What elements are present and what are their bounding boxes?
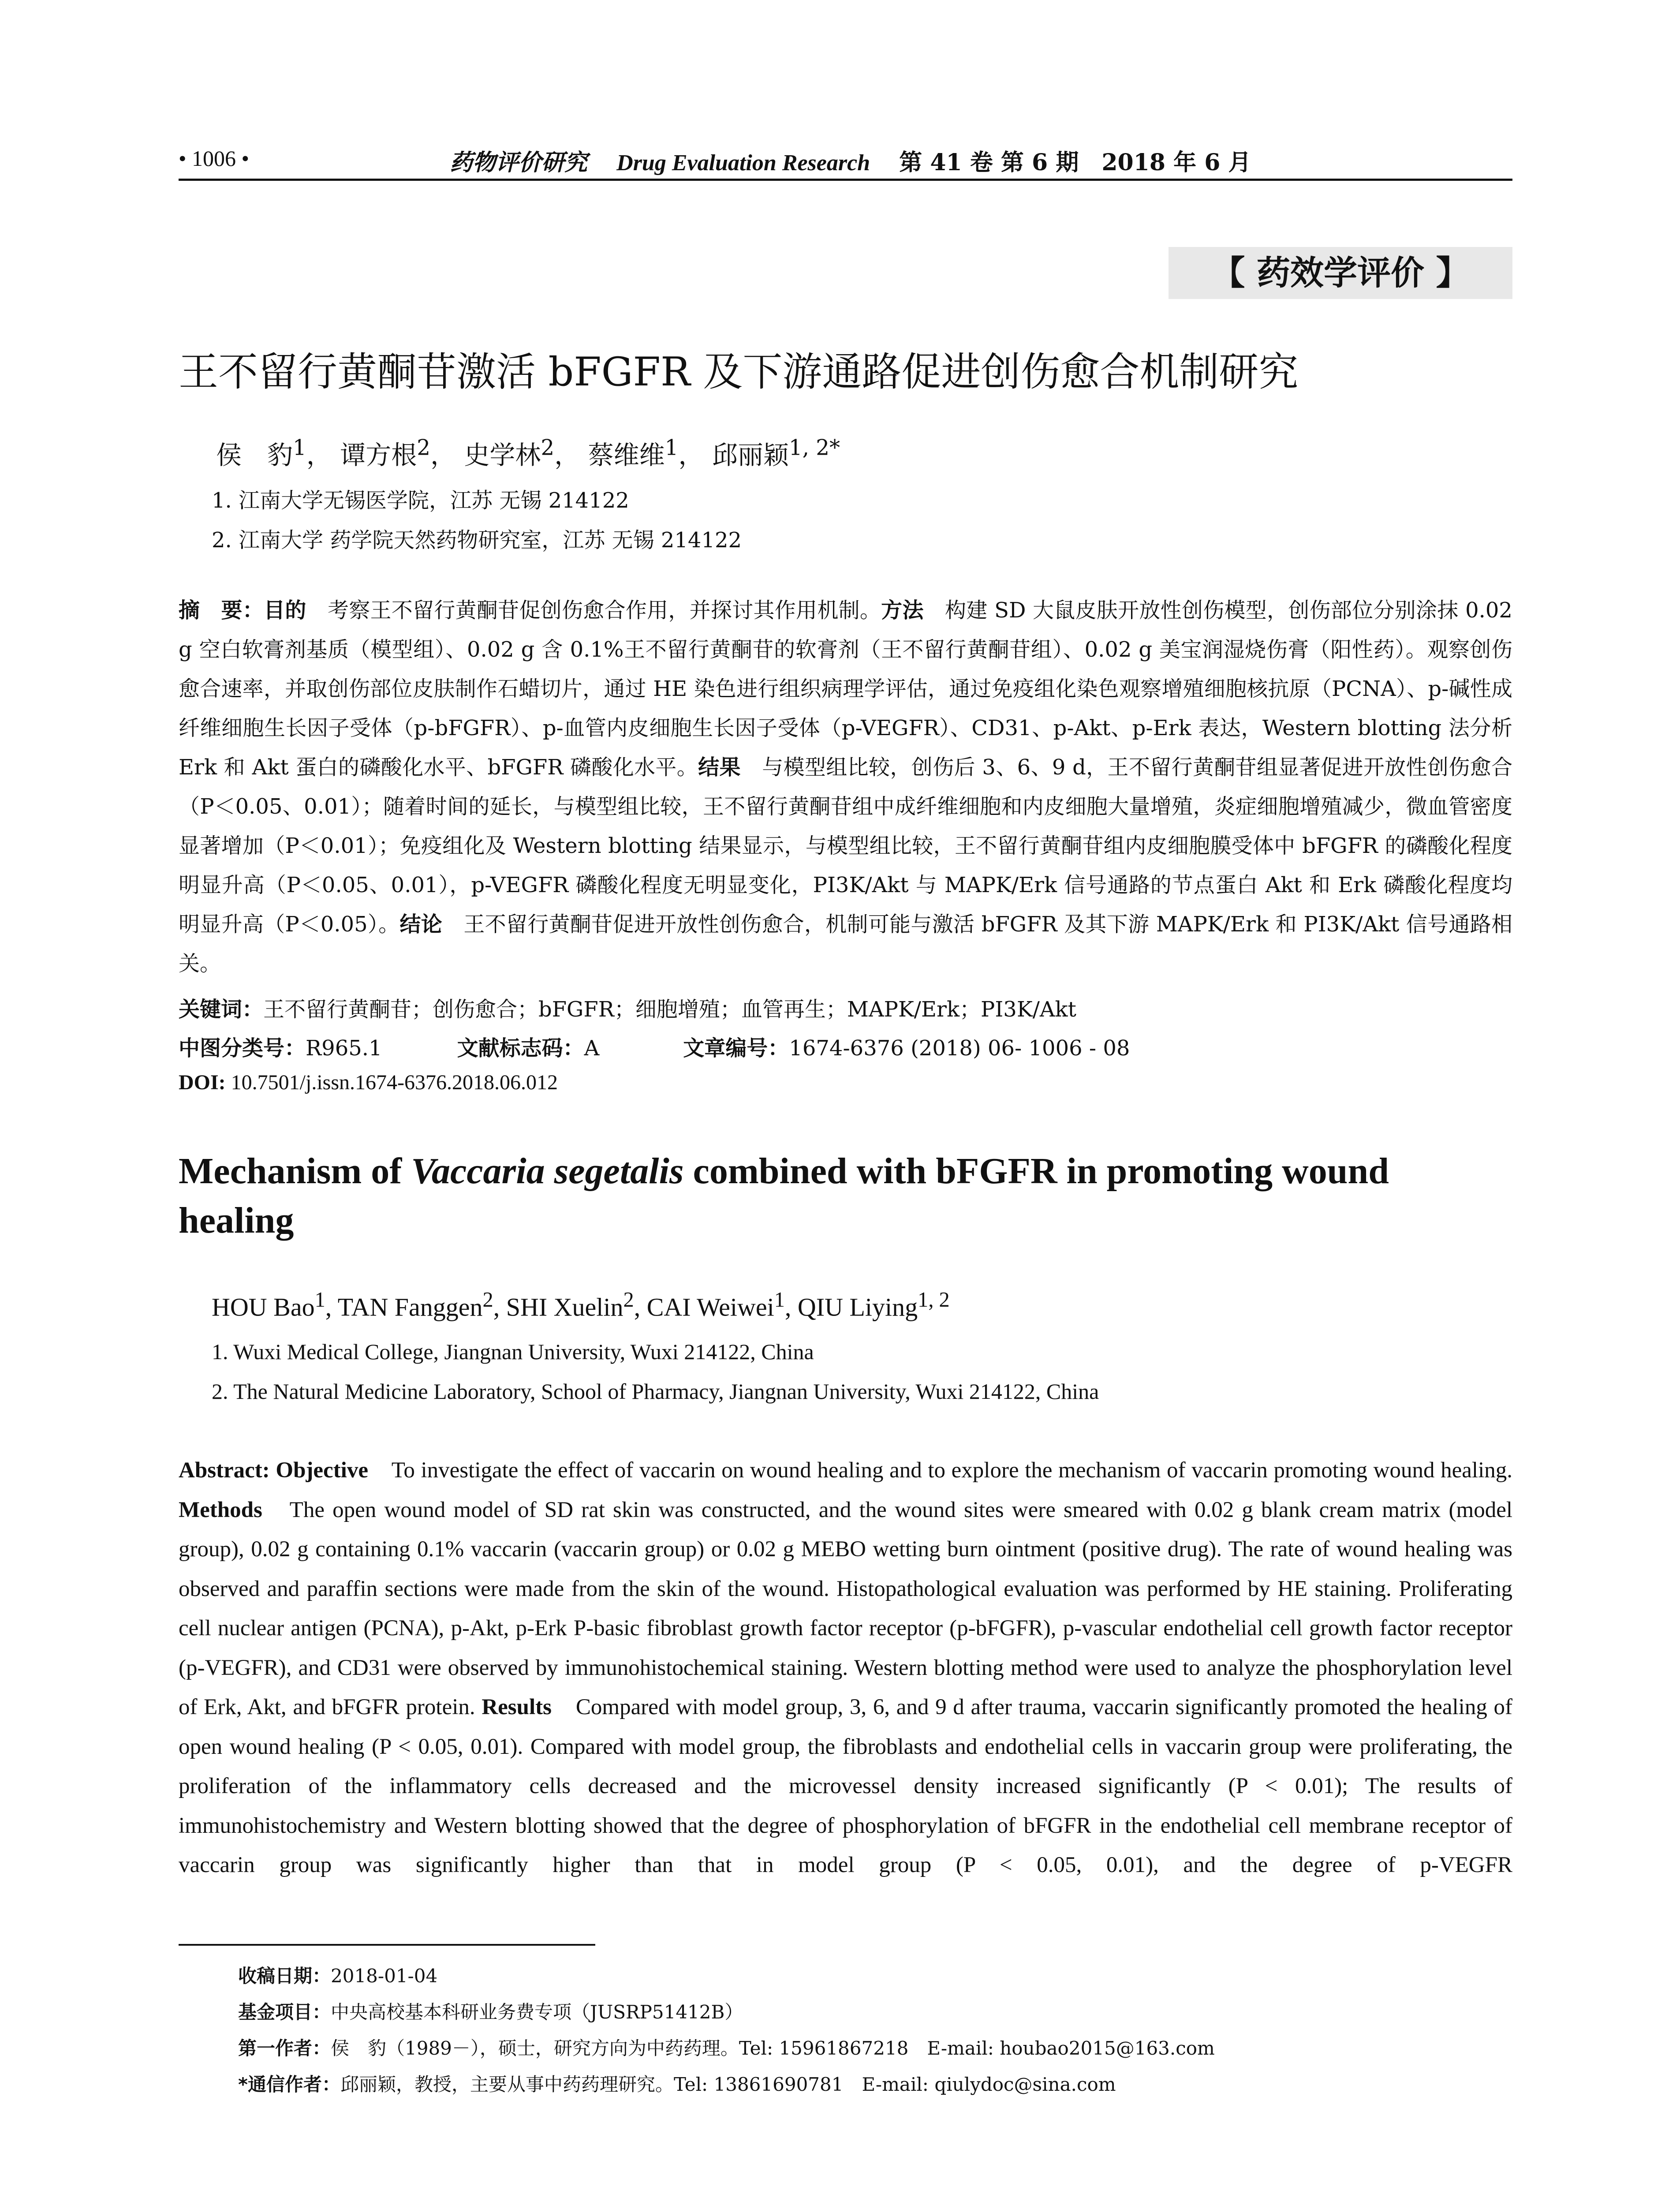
clc-label: 中图分类号： xyxy=(179,1036,306,1061)
conclusion-text: 王不留行黄酮苷促进开放性创伤愈合，机制可能与激活 bFGFR 及其下游 MAPK/Erk 和 PI3K/Akt 信号通路相关。 xyxy=(179,912,1512,976)
en-affiliation: 1. Wuxi Medical College, Jiangnan University, Wuxi 214122, China xyxy=(212,1339,814,1364)
results-label: 结果 xyxy=(698,755,741,780)
cn-title: 王不留行黄酮苷激活 bFGFR 及下游通路促进创伤愈合机制研究 xyxy=(179,349,1299,395)
cn-doi xyxy=(179,1070,558,1095)
footnote-text: 侯 豹（1989－），硕士，研究方向为中药药理。Tel: 15961867218 E-mail: houbao2015@163.com xyxy=(331,2037,1215,2059)
footnote-text: 邱丽颖，教授，主要从事中药药理研究。Tel: 13861690781 E-mail: qiulydoc@sina.com xyxy=(340,2074,1116,2095)
cn-keywords xyxy=(179,992,1076,1023)
author-affil-sup: 2 xyxy=(541,435,555,460)
methods-text: 构建 SD 大鼠皮肤开放性创伤模型，创伤部位分别涂抹 0.02 g 空白软膏剂基质（模型组）、0.02 g 含 0.1%王不留行黄酮苷的软膏剂（王不留行黄酮苷组）、0.02 g 美宝润湿烧伤膏（阳性药）。观察创伤愈合速率，并取创伤部位皮肤制作石蜡切片，通过 HE 染色进行组织病理学评估，通过免疫组化染色观察增殖细胞核抗原（PCNA）、p-碱性成纤维细胞生长因子受体（p-bFGFR）、p-血管内皮细胞生长因子受体（p-VEGFR）、CD31、p-Akt、p-Erk 表达，Western blotting 法分析 Erk 和 Akt 蛋白的磷酸化水平、bFGFR 磷酸化水平。 xyxy=(179,598,1512,780)
author-affil-sup: 1, 2 xyxy=(918,1288,950,1312)
doi-label: DOI: xyxy=(179,1071,226,1094)
methods-label: Methods xyxy=(179,1497,262,1522)
footnote-label: 基金项目： xyxy=(238,2001,331,2023)
cn-abstract xyxy=(179,591,1512,983)
doc-code-value: A xyxy=(584,1036,600,1061)
author-name: QIU Liying xyxy=(797,1293,918,1322)
methods-label: 方法 xyxy=(881,598,924,623)
journal-logo: 药物评价研究 xyxy=(450,149,588,176)
author-name: 谭方根 xyxy=(340,440,417,470)
author-affil-sup: 2 xyxy=(623,1288,634,1312)
journal-issue: 第 41 卷 第 6 期 2018 年 6 月 xyxy=(899,149,1251,176)
en-title-pre: Mechanism of xyxy=(179,1151,411,1192)
author-affil-sup: 1 xyxy=(314,1288,325,1312)
en-abstract xyxy=(179,1451,1512,1885)
footnote-first-author xyxy=(238,2034,1215,2060)
cn-authors: 侯 豹$^1$， 谭方根$^2$， 史学林$^2$， 蔡维维$^1$， 邱丽颖$^{1, 2*}$ xyxy=(216,435,840,470)
author-name: HOU Bao xyxy=(212,1293,315,1322)
conclusion-label: 结论 xyxy=(399,912,443,937)
footnote-text: 2018-01-04 xyxy=(331,1965,438,1987)
results-text: Compared with model group, 3, 6, and 9 d after trauma, vaccarin significantly promoted the healing of open wound healing (P < 0.05, 0.01). Compared with model group, the fibroblasts and endothelial cells in vaccarin group were proliferating, the proliferation of the inflammatory cells decreased and the microvessel density increased significantly (P < 0.01); The results of immunohistochemistry and Western blotting showed that the degree of phosphorylation of bFGFR in the endothelial cell membrane receptor of vaccarin group was significantly higher than that in model group (P < 0.05, 0.01), and the degree of p-VEGFR xyxy=(179,1695,1513,1877)
journal-header xyxy=(450,144,1251,177)
author-name: 邱丽颖 xyxy=(712,440,789,470)
en-title-species: Vaccaria segetalis xyxy=(411,1151,684,1192)
page-number: • 1006 • xyxy=(179,146,250,171)
article-no-label: 文章编号： xyxy=(683,1036,789,1061)
en-authors: HOU Bao$^1$, TAN Fanggen$^2$, SHI Xuelin$^2$, CAI Weiwei$^1$, QIU Liying$^{1, 2}$ xyxy=(212,1288,950,1322)
footnote-label: 第一作者： xyxy=(238,2037,331,2059)
header-rule xyxy=(179,179,1512,181)
objective-text: 考察王不留行黄酮苷促创伤愈合作用，并探讨其作用机制。 xyxy=(306,598,881,623)
clc-value: R965.1 xyxy=(306,1036,382,1061)
results-text: 与模型组比较，创伤后 3、6、9 d，王不留行黄酮苷组显著促进开放性创伤愈合（P＜0.05、0.01）；随着时间的延长，与模型组比较，王不留行黄酮苷组中成纤维细胞和内皮细胞大量增殖，炎症细胞增殖减少，微血管密度显著增加（P＜0.01）；免疫组化及 Western blotting 结果显示，与模型组比较，王不留行黄酮苷组内皮细胞膜受体中 bFGFR 的磷酸化程度明显升高（P＜0.05、0.01），p-VEGFR 磷酸化程度无明显变化，PI3K/Akt 与 MAPK/Erk 信号通路的节点蛋白 Akt 和 Erk 磷酸化程度均明显升高（P＜0.05）。 xyxy=(179,755,1512,937)
footnote-label: 收稿日期： xyxy=(238,1965,331,1987)
footnote-label: *通信作者： xyxy=(238,2074,340,2095)
footnote-text: 中央高校基本科研业务费专项（JUSRP51412B） xyxy=(331,2001,743,2023)
author-name: CAI Weiwei xyxy=(646,1293,774,1322)
author-name: 侯 豹 xyxy=(216,440,293,470)
author-affil-sup: 1 xyxy=(774,1288,785,1312)
footnote-rule xyxy=(179,1944,595,1946)
author-name: TAN Fanggen xyxy=(337,1293,483,1322)
results-label: Results xyxy=(482,1695,552,1719)
author-affil-sup: 1, 2* xyxy=(788,435,840,460)
section-tag: 【 药效学评价 】 xyxy=(1169,247,1512,299)
en-affiliation: 2. The Natural Medicine Laboratory, School of Pharmacy, Jiangnan University, Wuxi 214122, China xyxy=(212,1379,1099,1404)
keywords-text: 王不留行黄酮苷；创伤愈合；bFGFR；细胞增殖；血管再生；MAPK/Erk；PI3K/Akt xyxy=(263,997,1076,1022)
doc-code-label: 文献标志码： xyxy=(457,1036,584,1061)
journal-name-en: Drug Evaluation Research xyxy=(616,150,870,176)
author-name: 史学林 xyxy=(464,440,541,470)
article-no-value: 1674-6376 (2018) 06- 1006 - 08 xyxy=(789,1036,1130,1061)
cn-affiliation: 2. 江南大学 药学院天然药物研究室，江苏 无锡 214122 xyxy=(212,528,742,553)
en-title-post: combined with bFGFR in promoting wound healing xyxy=(179,1151,1389,1241)
author-affil-sup: 1 xyxy=(293,435,306,460)
en-title xyxy=(179,1147,1512,1245)
author-affil-sup: 2 xyxy=(417,435,430,460)
doi-value: 10.7501/j.issn.1674-6376.2018.06.012 xyxy=(225,1071,558,1094)
footnote-corresponding xyxy=(238,2070,1116,2097)
objective-label: Objective xyxy=(276,1458,368,1483)
cn-classification xyxy=(179,1031,1130,1061)
author-name: 蔡维维 xyxy=(588,440,665,470)
keywords-label: 关键词： xyxy=(179,997,264,1022)
author-name: SHI Xuelin xyxy=(506,1293,623,1322)
cn-affiliation: 1. 江南大学无锡医学院，江苏 无锡 214122 xyxy=(212,488,629,513)
author-affil-sup: 1 xyxy=(665,435,679,460)
footnote-funding xyxy=(238,1998,743,2024)
objective-label: 目的 xyxy=(264,598,306,623)
objective-text: To investigate the effect of vaccarin on wound healing and to explore the mechanism of vaccarin promoting wound healing. xyxy=(368,1458,1512,1483)
abstract-label: Abstract: xyxy=(179,1458,270,1483)
methods-text: The open wound model of SD rat skin was constructed, and the wound sites were smeared with 0.02 g blank cream matrix (model group), 0.02 g containing 0.1% vaccarin (vaccarin group) or 0.02 g MEBO wetting burn ointment (positive drug). The rate of wound healing was observed and paraffin sections were made from the skin of the wound. Histopathological evaluation was performed by HE staining. Proliferating cell nuclear antigen (PCNA), p-Akt, p-Erk P-basic fibroblast growth factor receptor (p-bFGFR), p-vascular endothelial cell growth factor receptor (p-VEGFR), and CD31 were observed by immunohistochemical staining. Western blotting method were used to analyze the phosphorylation level of Erk, Akt, and bFGFR protein. xyxy=(179,1497,1512,1719)
abstract-label: 摘 要： xyxy=(179,598,264,623)
author-affil-sup: 2 xyxy=(482,1288,493,1312)
footnote-received xyxy=(238,1962,437,1988)
